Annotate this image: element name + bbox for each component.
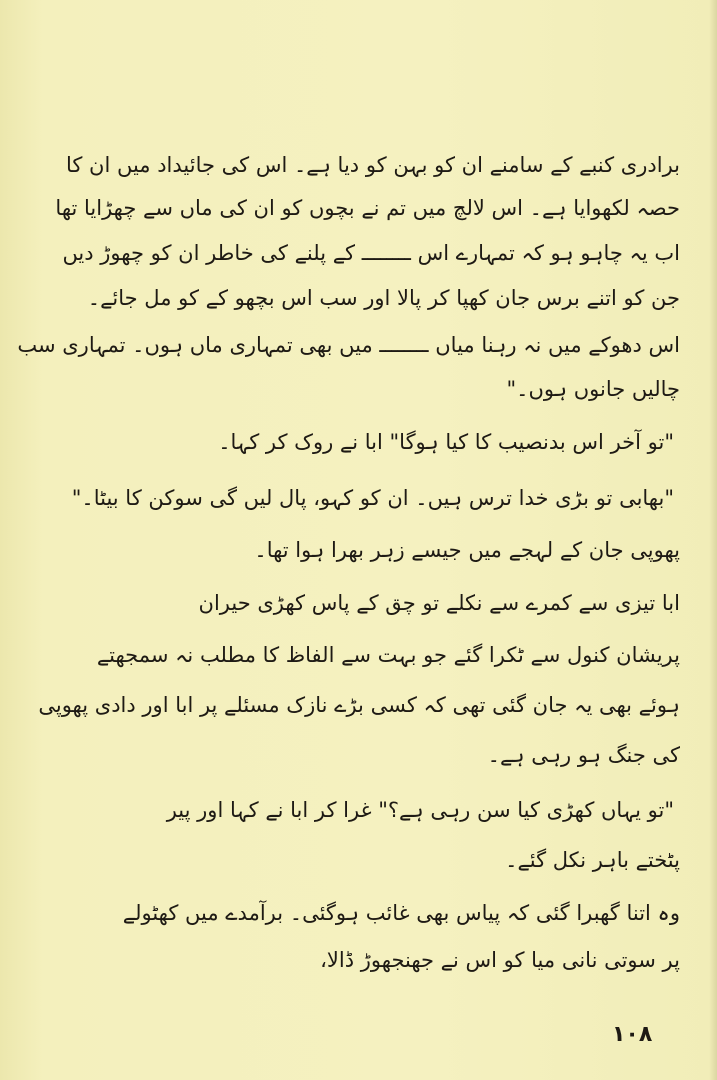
text-line: پٹختے باہر نکل گئے۔ <box>505 848 680 872</box>
text-line: "بھابی تو بڑی خدا ترس ہیں۔ ان کو کہو، پال لیں گی سوکن کا بیٹا۔" <box>71 486 674 510</box>
page-edge-shadow <box>709 0 717 1080</box>
text-line: جن کو اتنے برس جان کھپا کر پالا اور سب اس بچھو کے کو مل جائے۔ <box>87 286 680 310</box>
text-line: پریشان کنول سے ٹکرا گئے جو بہت سے الفاظ کا مطلب نہ سمجھتے <box>96 643 680 667</box>
text-line: ابا تیزی سے کمرے سے نکلے تو چق کے پاس کھڑی حیران <box>198 591 680 615</box>
text-line: اس دھوکے میں نہ رہنا میاں ــــــــ میں بھی تمہاری ماں ہوں۔ تمہاری سب <box>17 333 680 357</box>
text-line: کی جنگ ہو رہی ہے۔ <box>487 743 680 767</box>
text-line: ہوئے بھی یہ جان گئی تھی کہ کسی بڑے نازک مسئلے پر ابا اور دادی پھوپی <box>38 693 680 717</box>
text-line: "تو آخر اس بدنصیب کا کیا ہوگا" ابا نے روک کر کہا۔ <box>218 430 674 454</box>
text-line: چالیں جانوں ہوں۔" <box>506 377 680 401</box>
text-line: اب یہ چاہو ہو کہ تمہارے اس ــــــــ کے پلنے کی خاطر ان کو چھوڑ دیں <box>62 241 680 265</box>
text-line: حصہ لکھوایا ہے۔ اس لالچ میں تم نے بچوں کو ان کی ماں سے چھڑایا تھا <box>55 196 680 220</box>
text-line: "تو یہاں کھڑی کیا سن رہی ہے؟" غرا کر ابا نے کہا اور پیر <box>166 798 674 822</box>
text-line: پر سوتی نانی میا کو اس نے جھنجھوڑ ڈالا، <box>320 948 680 972</box>
text-line: پھوپی جان کے لہجے میں جیسے زہر بھرا ہوا تھا۔ <box>254 538 680 562</box>
page-number: ۱۰۸ <box>612 1022 653 1047</box>
text-line: برادری کنبے کے سامنے ان کو بہن کو دیا ہے۔ اس کی جائیداد میں ان کا <box>65 153 680 177</box>
text-line: وہ اتنا گھبرا گئی کہ پیاس بھی غائب ہوگئی۔ برآمدے میں کھٹولے <box>122 901 680 925</box>
